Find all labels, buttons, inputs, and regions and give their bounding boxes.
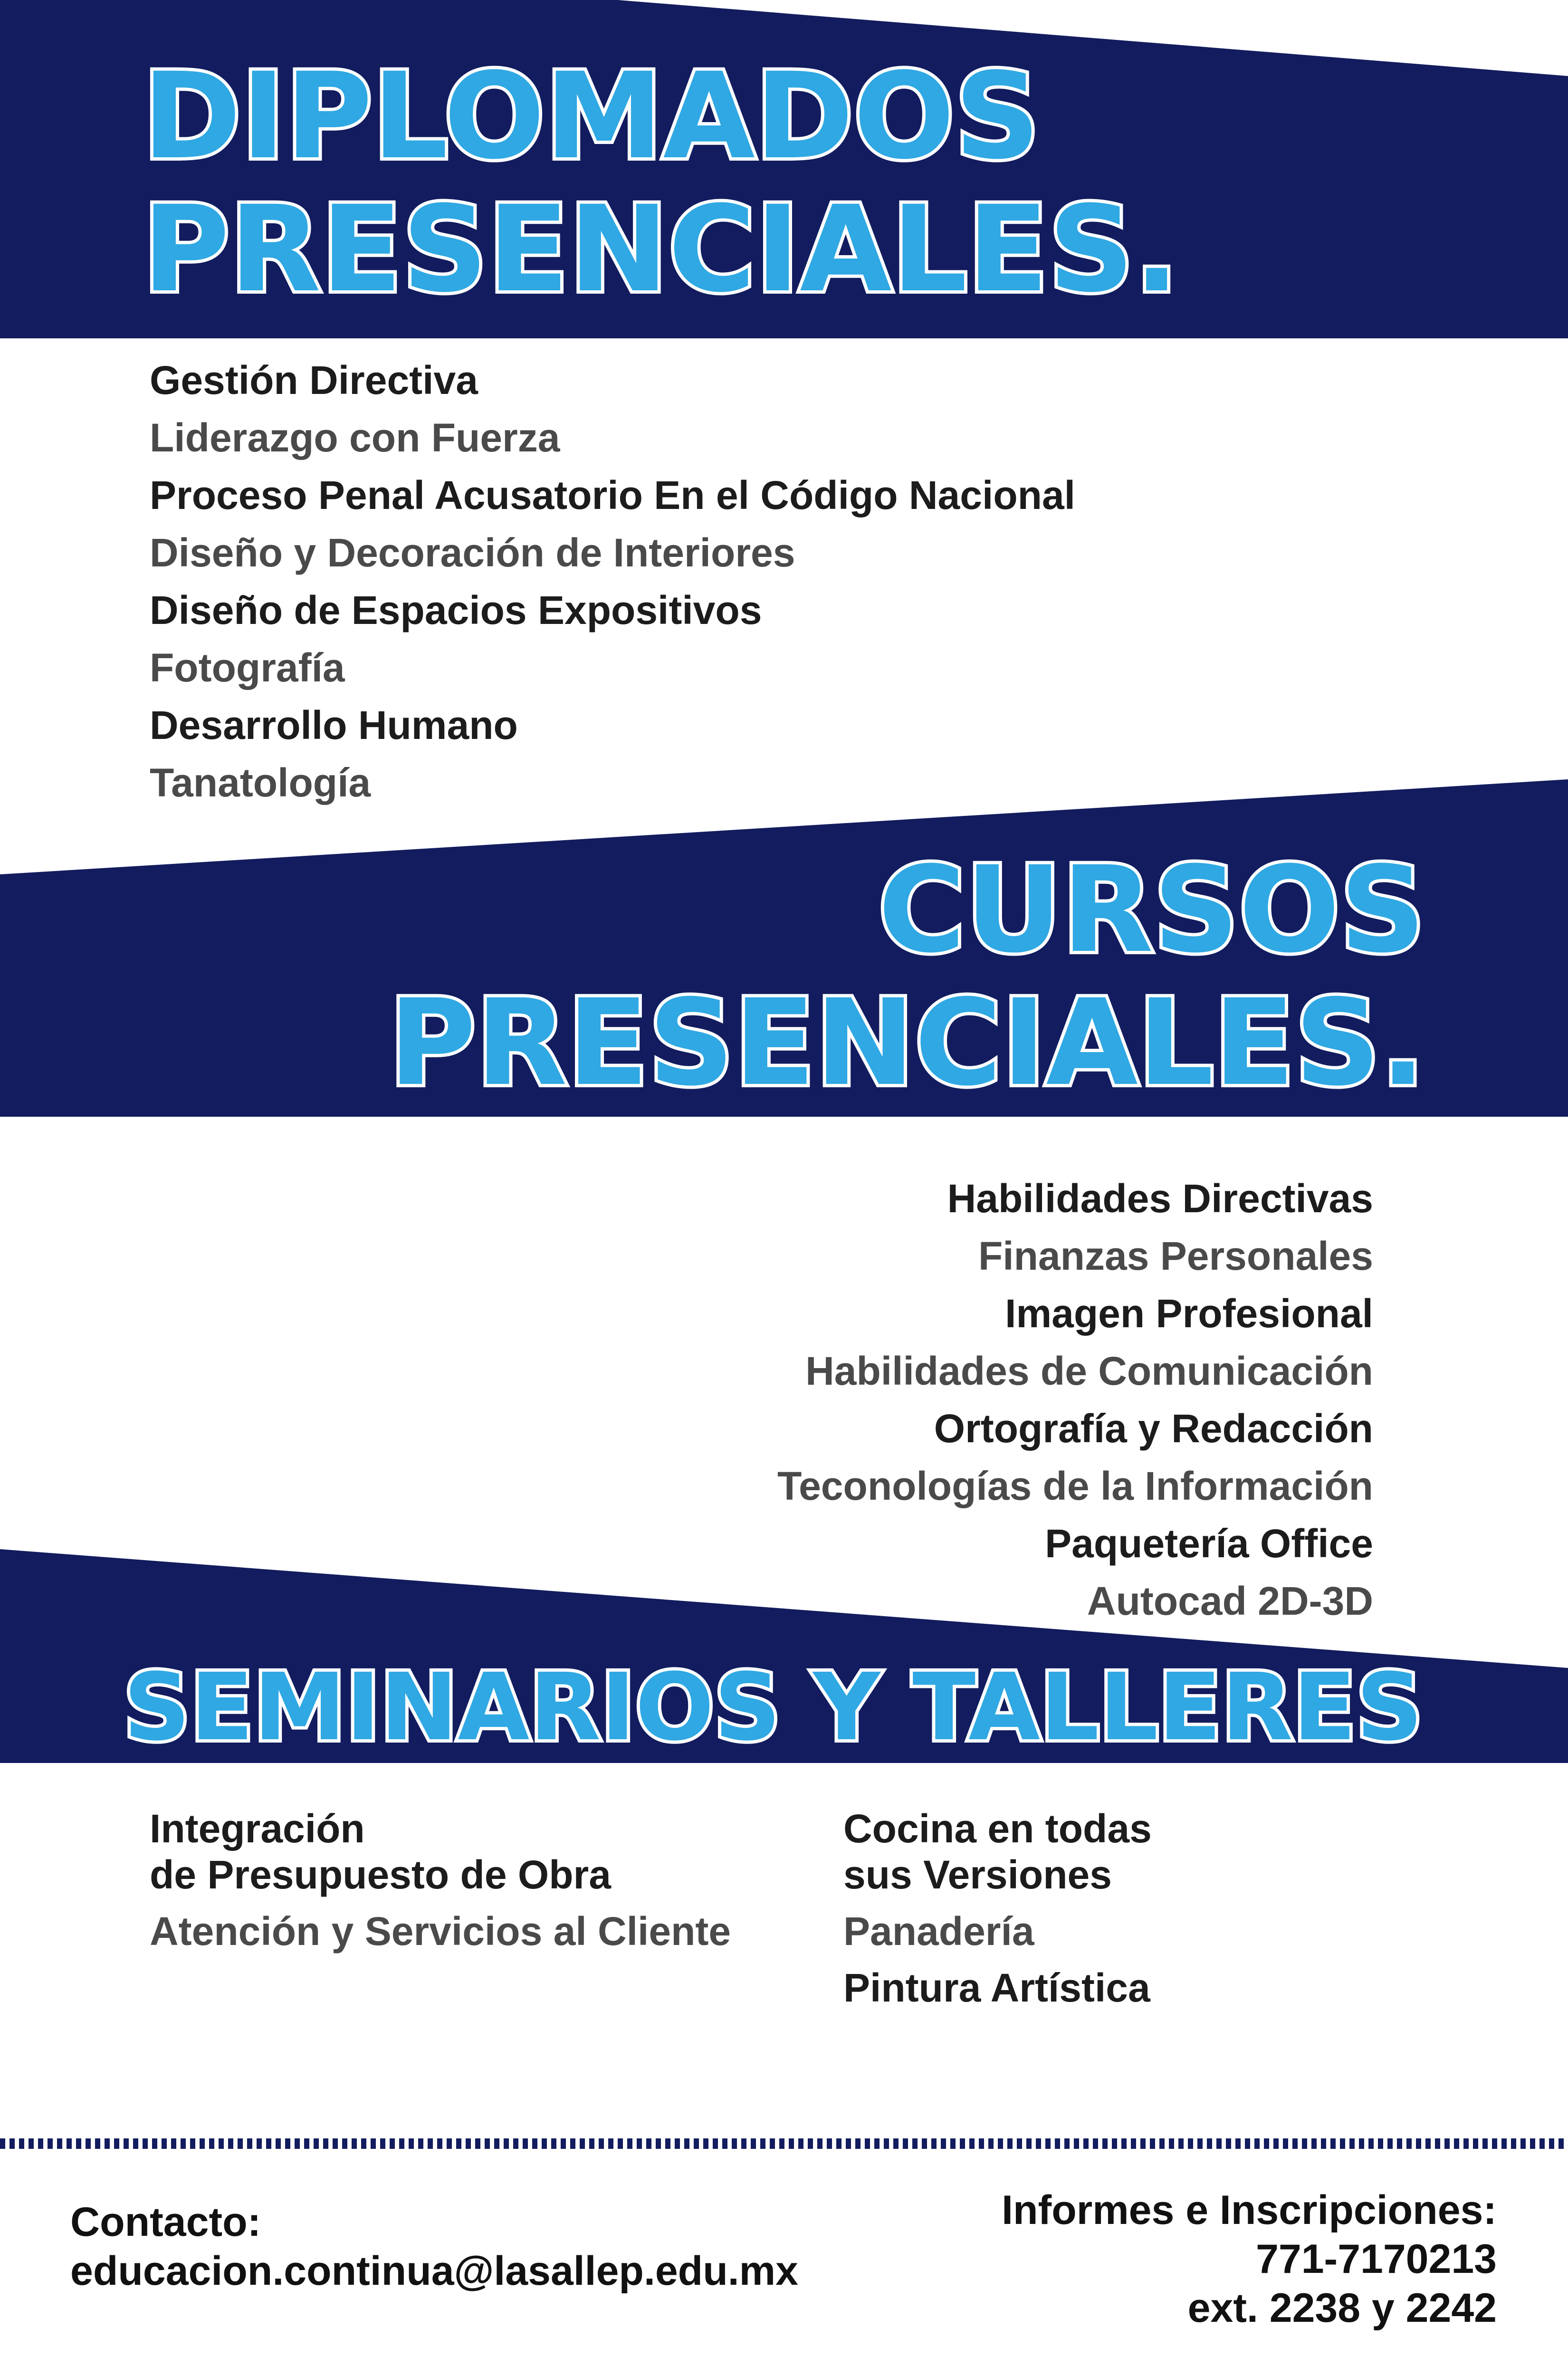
list-item: Desarrollo Humano bbox=[150, 703, 518, 747]
list-item: Cocina en todas bbox=[843, 1806, 1152, 1851]
list-item: Liderazgo con Fuerza bbox=[150, 415, 560, 460]
list-item: Proceso Penal Acusatorio En el Código Nacional bbox=[150, 473, 1075, 517]
list-item: de Presupuesto de Obra bbox=[150, 1852, 611, 1897]
cursos-title-line2: PRESENCIALES. bbox=[389, 974, 1425, 1112]
list-item: Diseño y Decoración de Interiores bbox=[150, 530, 795, 575]
list-item: Pintura Artística bbox=[843, 1965, 1150, 2010]
list-item: Tanatología bbox=[150, 760, 371, 805]
info-label: Informes e Inscripciones: bbox=[1002, 2187, 1497, 2233]
diplomados-list bbox=[150, 352, 1075, 812]
list-item: Panadería bbox=[843, 1909, 1034, 1954]
list-item: Habilidades de Comunicación bbox=[805, 1349, 1373, 1393]
list-item: Finanzas Personales bbox=[978, 1234, 1373, 1278]
list-item: Atención y Servicios al Cliente bbox=[150, 1909, 731, 1954]
info-phone[interactable]: 771-7170213 bbox=[1256, 2236, 1497, 2282]
info-ext: ext. 2238 y 2242 bbox=[1187, 2285, 1497, 2331]
list-item: Paquetería Office bbox=[1045, 1521, 1373, 1566]
contact-email[interactable]: educacion.continua@lasallep.edu.mx bbox=[70, 2248, 798, 2294]
cursos-list bbox=[777, 1170, 1373, 1630]
list-item: Ortografía y Redacción bbox=[934, 1406, 1373, 1451]
list-item: sus Versiones bbox=[843, 1852, 1112, 1897]
list-item: Gestión Directiva bbox=[150, 358, 478, 402]
diplomados-title-line2: PRESENCIALES. bbox=[143, 180, 1179, 318]
contact-block bbox=[70, 2198, 798, 2296]
list-item: Integración bbox=[150, 1806, 365, 1851]
list-item: Autocad 2D-3D bbox=[1087, 1579, 1373, 1623]
list-item: Diseño de Espacios Expositivos bbox=[150, 588, 762, 632]
seminarios-right-column bbox=[843, 1806, 1152, 2011]
list-item: Fotografía bbox=[150, 645, 345, 690]
list-item: Habilidades Directivas bbox=[947, 1176, 1373, 1221]
seminarios-left-column bbox=[150, 1806, 731, 1954]
contact-label: Contacto: bbox=[70, 2199, 261, 2245]
seminarios-title: SEMINARIOS Y TALLERES bbox=[124, 1653, 1423, 1761]
cursos-title-line1: CURSOS bbox=[878, 841, 1425, 979]
list-item: Teconologías de la Información bbox=[777, 1464, 1373, 1508]
info-block bbox=[1002, 2186, 1497, 2333]
diplomados-title-line1: DIPLOMADOS bbox=[143, 47, 1041, 185]
dotted-divider bbox=[0, 2138, 1568, 2149]
list-item: Imagen Profesional bbox=[1005, 1291, 1373, 1336]
